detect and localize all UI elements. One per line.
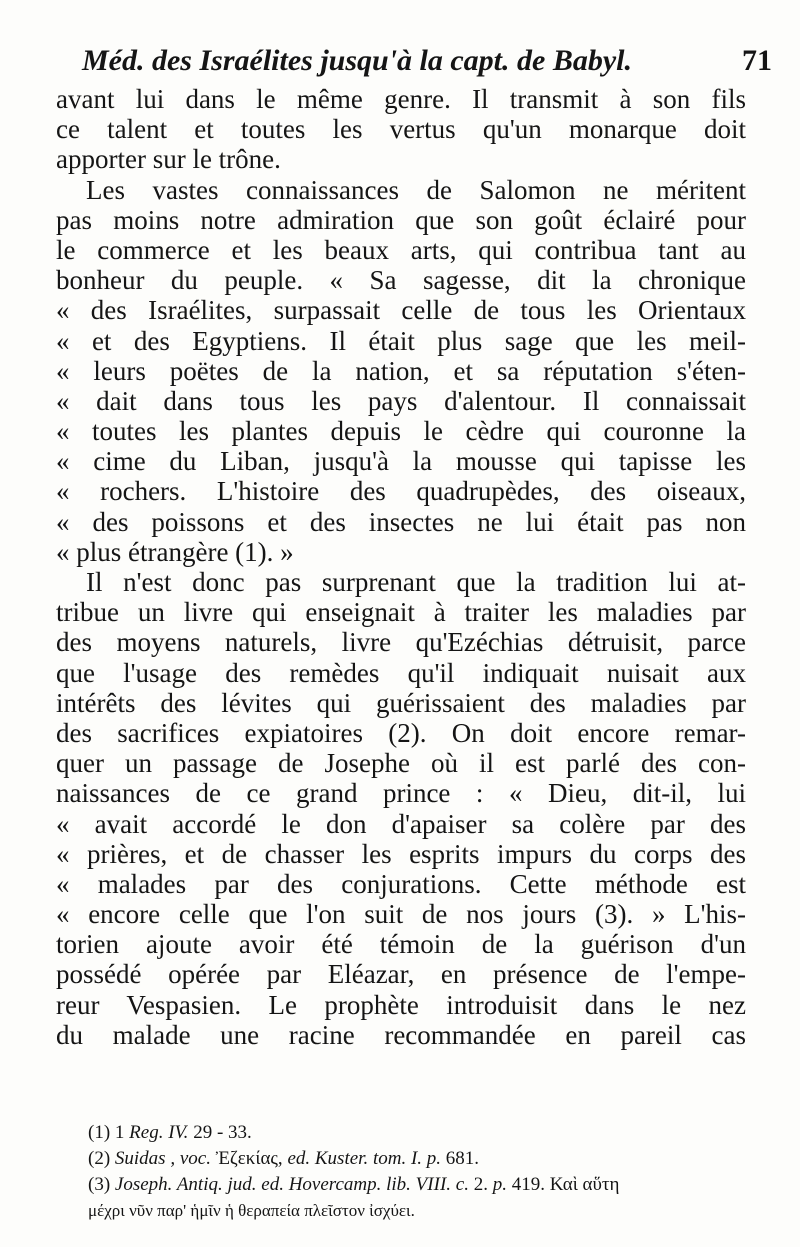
- running-head: [82, 38, 772, 84]
- text-line: « encore celle que l'on suit de nos jours (3). » L'his-: [56, 899, 746, 930]
- body-text: [56, 84, 746, 1050]
- text-line: torien ajoute avoir été témoin de la guérison d'un: [56, 929, 746, 960]
- footnote-ref: ed. Kuster. tom. I. p.: [287, 1148, 442, 1169]
- footnote-mark: (2): [88, 1148, 111, 1169]
- footnote-3: [88, 1172, 768, 1198]
- footnote-greek-line: μέχρι νῦν παρ' ἡμῖν ἡ θεραπεία πλεῖστον ἰσχύει.: [88, 1201, 415, 1220]
- text-line: possédé opérée par Eléazar, en présence de l'empe-: [56, 959, 746, 990]
- footnote-ref: p.: [492, 1174, 507, 1195]
- text-line: « des poissons et des insectes ne lui était pas non: [56, 506, 746, 537]
- text-line: Il n'est donc pas surprenant que la tradition lui at-: [86, 567, 746, 597]
- footnote-ref: Joseph. Antiq. jud. ed. Hovercamp. lib. VIII. c.: [114, 1174, 469, 1195]
- text-line: bonheur du peuple. « Sa sagesse, dit la chronique: [56, 265, 746, 296]
- text-line: du malade une racine recommandée en pareil cas: [56, 1019, 746, 1050]
- footnote-ref: Suidas , voc.: [114, 1148, 211, 1169]
- text-line: ce talent et toutes les vertus qu'un monarque doit: [56, 114, 746, 145]
- footnote-text: 419. Καὶ αὕτη: [511, 1174, 620, 1195]
- text-line: apporter sur le trône.: [56, 144, 281, 175]
- footnote-text: Ἐζεκίας,: [215, 1148, 283, 1169]
- text-line: avant lui dans le même genre. Il transmit à son fils: [56, 84, 746, 114]
- footnote-mark: (1) 1: [88, 1122, 125, 1143]
- text-line: « des Israélites, surpassait celle de tous les Orientaux: [56, 295, 746, 326]
- text-line: « leurs poëtes de la nation, et sa réputation s'éten-: [56, 355, 746, 386]
- text-line: que l'usage des remèdes qu'il indiquait nuisait aux: [56, 657, 746, 688]
- text-line: « cime du Liban, jusqu'à la mousse qui tapisse les: [56, 446, 746, 477]
- text-line: « dait dans tous les pays d'alentour. Il connaissait: [56, 385, 746, 416]
- footnote-text: 2.: [473, 1174, 488, 1195]
- footnote-ref: Reg. IV.: [129, 1122, 189, 1143]
- page-number: 71: [742, 44, 772, 77]
- text-line: « toutes les plantes depuis le cèdre qui couronne la: [56, 416, 746, 447]
- text-line: « plus étrangère (1). »: [56, 536, 294, 567]
- text-line: Les vastes connaissances de Salomon ne méritent: [86, 174, 746, 205]
- text-line: naissances de ce grand prince : « Dieu, dit-il, lui: [56, 778, 746, 809]
- footnote-mark: (3): [88, 1174, 111, 1195]
- footnote-1: [88, 1120, 768, 1146]
- text-line: « prières, et de chasser les esprits impurs du corps des: [56, 838, 746, 869]
- text-line: reur Vespasien. Le prophète introduisit dans le nez: [56, 989, 746, 1020]
- text-line: « malades par des conjurations. Cette méthode est: [56, 868, 746, 899]
- running-head-title: Méd. des Israélites jusqu'à la capt. de Babyl.: [82, 44, 632, 77]
- text-line: des moyens naturels, livre qu'Ezéchias détruisit, parce: [56, 627, 746, 658]
- footnotes: [88, 1120, 768, 1224]
- text-line: pas moins notre admiration que son goût éclairé pour: [56, 204, 746, 235]
- text-line: quer un passage de Josephe où il est parlé des con-: [56, 748, 746, 779]
- footnote-text: 29 - 33.: [193, 1122, 252, 1143]
- text-line: « avait accordé le don d'apaiser sa colère par des: [56, 808, 746, 839]
- text-line: intérêts des lévites qui guérissaient des maladies par: [56, 687, 746, 718]
- text-line: des sacrifices expiatoires (2). On doit encore remar-: [56, 717, 746, 748]
- text-line: « rochers. L'histoire des quadrupèdes, des oiseaux,: [56, 476, 746, 507]
- footnote-2: [88, 1146, 768, 1172]
- text-line: tribue un livre qui enseignait à traiter les maladies par: [56, 597, 746, 628]
- text-line: « et des Egyptiens. Il était plus sage que les meil-: [56, 325, 746, 356]
- footnote-text: 681.: [445, 1148, 480, 1169]
- text-line: le commerce et les beaux arts, qui contribua tant au: [56, 234, 746, 265]
